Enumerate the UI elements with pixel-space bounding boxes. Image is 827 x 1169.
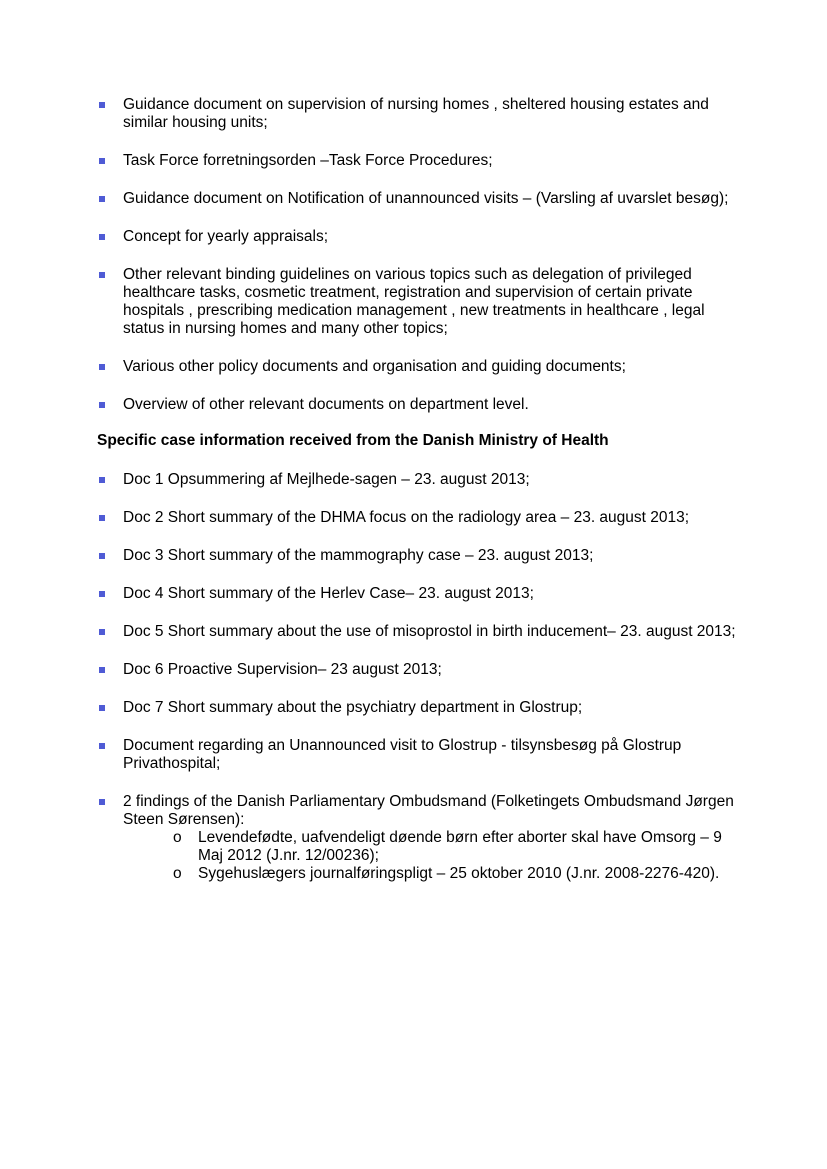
- list-item-text: Overview of other relevant documents on department level.: [123, 396, 529, 413]
- document-list-cases: [97, 471, 737, 883]
- list-item: [97, 96, 737, 132]
- list-item-text: Doc 6 Proactive Supervision– 23 august 2013;: [123, 661, 442, 678]
- list-item-text: Other relevant binding guidelines on various topics such as delegation of privileged healthcare tasks, cosmetic treatment, registration and supervision of certain private hospitals , prescribing medication management , new treatments in healthcare , legal status in nursing homes and many other topics;: [123, 266, 705, 337]
- square-bullet-icon: [99, 629, 105, 635]
- list-item: [97, 509, 737, 527]
- square-bullet-icon: [99, 515, 105, 521]
- list-item: [97, 793, 737, 883]
- list-item-text: Document regarding an Unannounced visit to Glostrup - tilsynsbesøg på Glostrup Privathospital;: [123, 737, 682, 772]
- square-bullet-icon: [99, 402, 105, 408]
- list-item-text: Doc 3 Short summary of the mammography case – 23. august 2013;: [123, 547, 594, 564]
- list-item-text: Guidance document on supervision of nursing homes , sheltered housing estates and similar housing units;: [123, 96, 709, 131]
- list-item-text: Task Force forretningsorden –Task Force Procedures;: [123, 152, 493, 169]
- list-item: [97, 471, 737, 489]
- sublist-item: [123, 829, 737, 865]
- ombudsmand-findings-sublist: [123, 829, 737, 883]
- list-item: [97, 152, 737, 170]
- circle-bullet-icon: o: [173, 865, 182, 882]
- list-item: [97, 661, 737, 679]
- document-body: [97, 96, 737, 901]
- list-item-text: Doc 7 Short summary about the psychiatry department in Glostrup;: [123, 699, 583, 716]
- list-item: [97, 266, 737, 338]
- list-item-text: Concept for yearly appraisals;: [123, 228, 329, 245]
- list-item-text: 2 findings of the Danish Parliamentary Ombudsmand (Folketingets Ombudsmand Jørgen Steen Sørensen):: [123, 793, 734, 828]
- square-bullet-icon: [99, 364, 105, 370]
- square-bullet-icon: [99, 196, 105, 202]
- list-item: [97, 623, 737, 641]
- sublist-item: [123, 865, 737, 883]
- square-bullet-icon: [99, 477, 105, 483]
- square-bullet-icon: [99, 234, 105, 240]
- list-item: [97, 737, 737, 773]
- circle-bullet-icon: o: [173, 829, 182, 846]
- sublist-item-text: Levendefødte, uafvendeligt døende børn efter aborter skal have Omsorg – 9 Maj 2012 (J.nr. 12/00236);: [198, 829, 722, 864]
- list-item: [97, 396, 737, 414]
- list-item-text: Guidance document on Notification of unannounced visits – (Varsling af uvarslet besøg);: [123, 190, 729, 207]
- square-bullet-icon: [99, 667, 105, 673]
- list-item: [97, 190, 737, 208]
- sublist-item-text: Sygehuslægers journalføringspligt – 25 oktober 2010 (J.nr. 2008-2276-420).: [198, 865, 720, 882]
- square-bullet-icon: [99, 743, 105, 749]
- list-item-text: Various other policy documents and organisation and guiding documents;: [123, 358, 626, 375]
- list-item-text: Doc 5 Short summary about the use of misoprostol in birth inducement– 23. august 2013;: [123, 623, 736, 640]
- square-bullet-icon: [99, 102, 105, 108]
- list-item: [97, 358, 737, 376]
- square-bullet-icon: [99, 591, 105, 597]
- square-bullet-icon: [99, 553, 105, 559]
- list-item-text: Doc 1 Opsummering af Mejlhede-sagen – 23. august 2013;: [123, 471, 530, 488]
- list-item-text: Doc 2 Short summary of the DHMA focus on the radiology area – 23. august 2013;: [123, 509, 690, 526]
- list-item: [97, 699, 737, 717]
- square-bullet-icon: [99, 799, 105, 805]
- list-item-text: Doc 4 Short summary of the Herlev Case– 23. august 2013;: [123, 585, 534, 602]
- square-bullet-icon: [99, 272, 105, 278]
- list-item: [97, 547, 737, 565]
- list-item: [97, 585, 737, 603]
- document-list-top: [97, 96, 737, 414]
- square-bullet-icon: [99, 705, 105, 711]
- section-heading: Specific case information received from the Danish Ministry of Health: [97, 432, 609, 449]
- square-bullet-icon: [99, 158, 105, 164]
- list-item: [97, 228, 737, 246]
